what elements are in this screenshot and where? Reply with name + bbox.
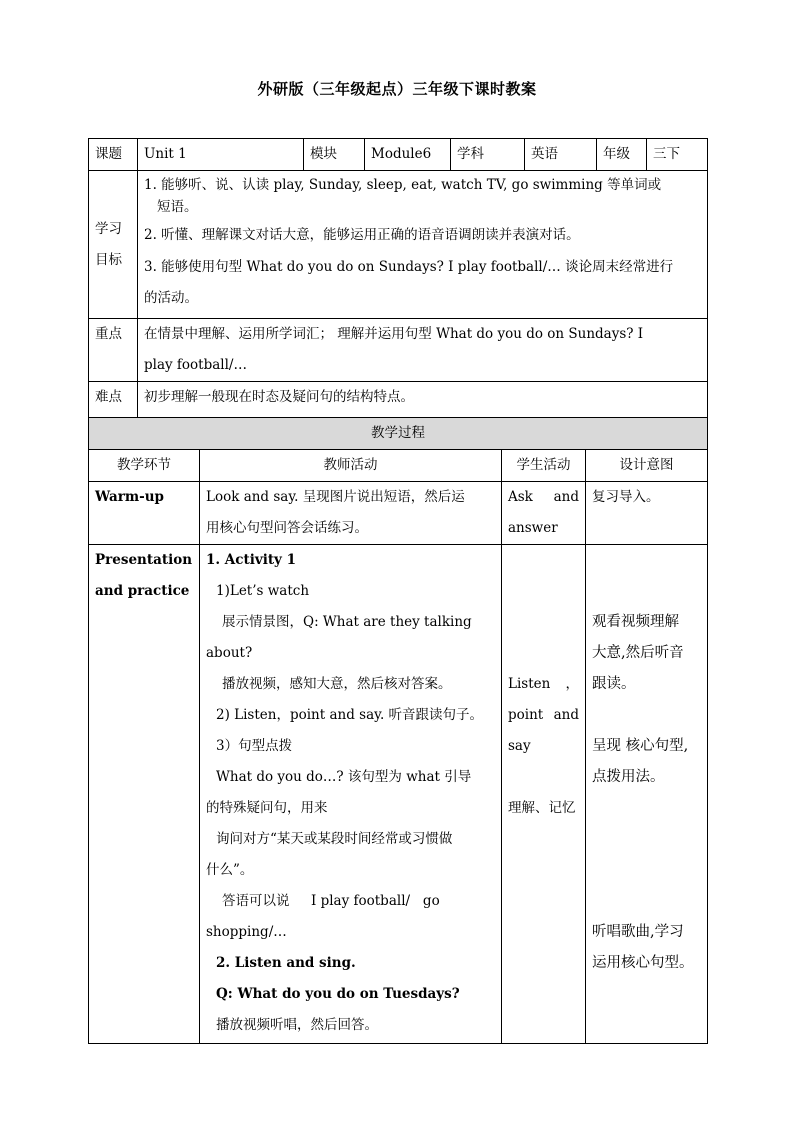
column-header-teacher: 教师活动	[200, 450, 502, 482]
presentation-intent: 观看视频理解 大意,然后听音 跟读。 呈现 核心句型, 点拨用法。 听唱歌曲,学习 运用核心句型。	[586, 545, 708, 1044]
process-header-row	[89, 450, 708, 482]
subject-value: 英语	[525, 139, 597, 171]
process-title-row	[89, 418, 708, 450]
key-points-row	[89, 319, 708, 382]
presentation-student: Listen ， point and say 理解、记忆	[502, 545, 586, 1044]
key-content: 在情景中理解、运用所学词汇； 理解并运用句型 What do you do on Sundays? I play football/…	[138, 319, 708, 382]
goal-item-3: 3. 能够使用句型 What do you do on Sundays? I play football/… 谈论周末经常进行 的活动。	[144, 259, 674, 306]
warmup-student: Ask and answer	[502, 482, 586, 545]
process-section-title: 教学过程	[89, 418, 708, 450]
column-header-intent: 设计意图	[586, 450, 708, 482]
lesson-value: Unit 1	[138, 139, 304, 171]
lesson-info-table	[88, 138, 708, 429]
warmup-row	[89, 482, 708, 545]
warmup-intent: 复习导入。	[586, 482, 708, 545]
lesson-label: 课题	[89, 139, 138, 171]
warmup-stage: Warm-up	[89, 482, 200, 545]
presentation-teacher: 1. Activity 1 1)Let’s watch 展示情景图，Q: What are they talking about? 播放视频，感知大意，然后核对答案。 2) Listen，point and say. 听音跟读句子。 3）句型点拨 What do you do…? 该句型为 what 引导 的特殊疑问句，用来 询问对方“某天或某段时间经常或习惯做 什么”。 答语可以说 I play football/ go shopping/… 2. Listen and sing. Q: What do you do on Tuesdays? 播放视频听唱，然后回答。	[200, 545, 502, 1044]
presentation-stage: Presentation and practice	[89, 545, 200, 1044]
goals-label: 学习 目标	[89, 171, 138, 319]
warmup-teacher: Look and say. 呈现图片说出短语，然后运 用核心句型问答会话练习。	[200, 482, 502, 545]
goal-item-1: 1. 能够听、说、认读 play, Sunday, sleep, eat, watch TV, go swimming 等单词或 短语。	[144, 177, 662, 215]
goal-item-2: 2. 听懂、理解课文对话大意，能够运用正确的语音语调朗读并表演对话。	[144, 227, 580, 243]
difficulty-label: 难点	[89, 382, 138, 429]
page-title: 外研版（三年级起点）三年级下课时教案	[257, 80, 537, 98]
goals-content	[138, 171, 708, 319]
key-label: 重点	[89, 319, 138, 382]
module-value: Module6	[365, 139, 451, 171]
subject-label: 学科	[451, 139, 525, 171]
grade-value: 三下	[647, 139, 708, 171]
grade-label: 年级	[597, 139, 647, 171]
teaching-process-table	[88, 417, 708, 1044]
lesson-header-row	[89, 139, 708, 171]
module-label: 模块	[304, 139, 365, 171]
column-header-student: 学生活动	[502, 450, 586, 482]
column-header-stage: 教学环节	[89, 450, 200, 482]
presentation-row	[89, 545, 708, 1044]
difficulty-content: 初步理解一般现在时态及疑问句的结构特点。	[138, 382, 708, 429]
goals-row	[89, 171, 708, 319]
